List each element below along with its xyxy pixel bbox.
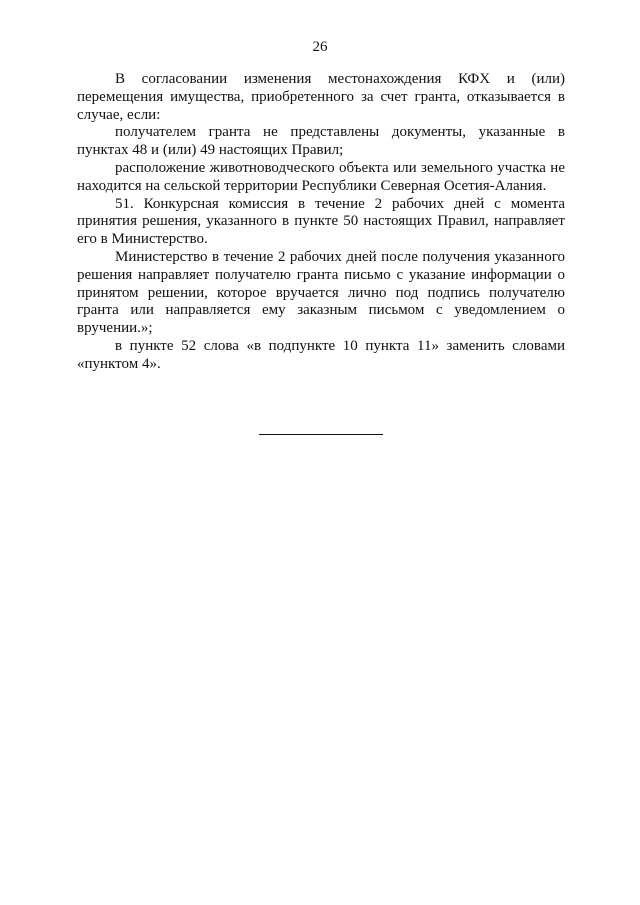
end-separator-line xyxy=(259,434,383,435)
page-number: 26 xyxy=(312,39,328,55)
paragraph-ministry-notice: Министерство в течение 2 рабочих дней после получения указанного решения направляет получателю гранта письмо с указание информации о принятом решении, которое вручается лично под подпись получателю гранта или направляется ему заказным письмом с уведомлением о вручении.»; xyxy=(77,248,565,337)
paragraph-item-51: 51. Конкурсная комиссия в течение 2 рабочих дней с момента принятия решения, указанного в пункте 50 настоящих Правил, направляет его в Министерство. xyxy=(77,195,565,248)
paragraph-location-condition: расположение животноводческого объекта или земельного участка не находится на сельской территории Республики Северная Осетия-Алания. xyxy=(77,159,565,194)
document-body xyxy=(77,71,565,374)
paragraph-refusal-conditions: В согласовании изменения местонахождения КФХ и (или) перемещения имущества, приобретенного за счет гранта, отказывается в случае, если: xyxy=(77,71,565,123)
paragraph-documents-missing: получателем гранта не представлены документы, указанные в пунктах 48 и (или) 49 настоящих Правил; xyxy=(77,124,565,159)
paragraph-item-52-amendment: в пункте 52 слова «в подпункте 10 пункта 11» заменить словами «пунктом 4». xyxy=(77,337,565,372)
